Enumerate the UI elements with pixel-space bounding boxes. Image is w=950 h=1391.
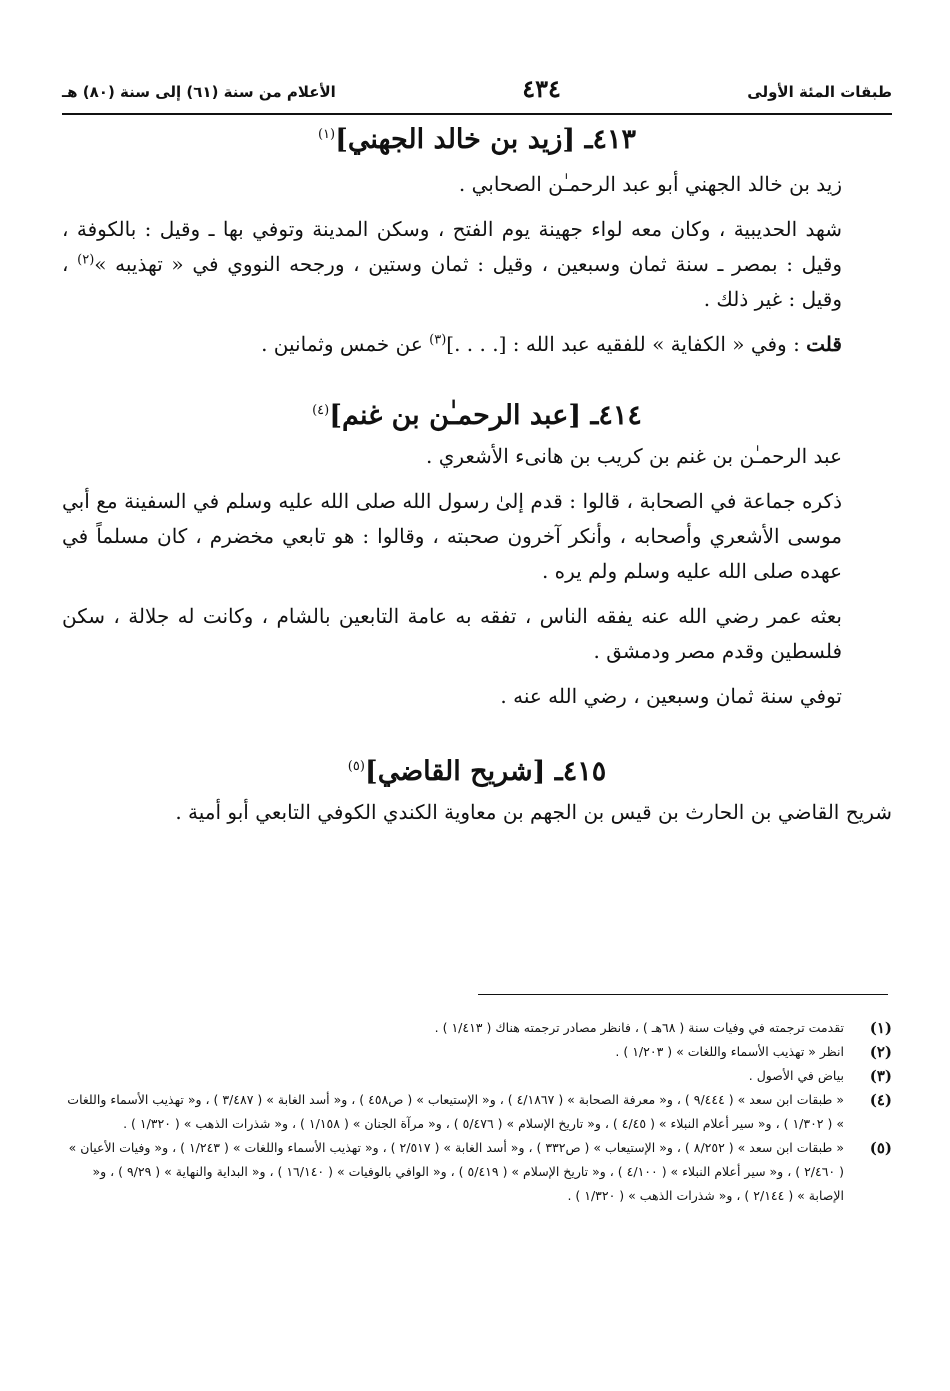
footnote-text: تقدمت ترجمته في وفيات سنة ( ٦٨هـ ) ، فانظر مصادر ترجمته هناك ( ١/٤١٣ ) . <box>434 1020 844 1035</box>
page-body <box>62 124 892 830</box>
entry-413-paragraph-2: شهد الحديبية ، وكان معه لواء جهينة يوم الفتح ، وسكن المدينة وتوفي بها ـ وقيل : بالكوفة ، وقيل : بمصر ـ سنة ثمان وسبعين ، وقيل : ثمان وستين ، ورجحه النووي في « تهذيبه »$^{(٢)}$ ، وقيل : غير ذلك . <box>62 217 842 311</box>
footnote-1 <box>62 1016 892 1040</box>
entry-415-paragraph-1: شريح القاضي بن الحارث بن قيس بن الجهم بن معاوية الكندي الكوفي التابعي أبو أمية . <box>175 800 892 824</box>
footnote-text: « طبقات ابن سعد » ( ٩/٤٤٤ ) ، و« معرفة الصحابة » ( ٤/١٨٦٧ ) ، و« الإستيعاب » ( ص٤٥٨ ) ، و« أسد الغابة » ( ٣/٤٨٧ ) ، و« تهذيب الأسماء واللغات » ( ١/٣٠٢ ) ، و« سير أعلام النبلاء » ( ٤/٤٥ ) ، و« تاريخ الإسلام » ( ٥/٤٧٦ ) ، و« مرآة الجنان » ( ١/١٥٨ ) ، و« شذرات الذهب » ( ١/٣٢٠ ) . <box>67 1092 844 1131</box>
footnote-ref-4[interactable]: (٤) <box>312 403 330 418</box>
footnote-text: « طبقات ابن سعد » ( ٨/٢٥٢ ) ، و« الإستيعاب » ( ص٣٣٢ ) ، و« أسد الغابة » ( ٢/٥١٧ ) ، و« تهذيب الأسماء واللغات » ( ١/٢٤٣ ) ، و« وفيات الأعيان » ( ٢/٤٦٠ ) ، و« سير أعلام النبلاء » ( ٤/١٠٠ ) ، و« تاريخ الإسلام » ( ٥/٤١٩ ) ، و« الوافي بالوفيات » ( ١٦/١٤٠ ) ، و« البداية والنهاية » ( ٩/٢٩ ) ، و« الإصابة » ( ٢/١٤٤ ) ، و« شذرات الذهب » ( ١/٣٢٠ ) . <box>68 1140 844 1203</box>
footnote-number: (٥) <box>869 1139 892 1157</box>
entry-414-paragraph-1: عبد الرحمـٰن بن غنم بن كريب بن هانىء الأشعري . <box>425 444 842 468</box>
footnote-rule <box>478 994 888 995</box>
qult-label: قلت <box>806 332 842 356</box>
footnote-text: بياض في الأصول . <box>748 1068 844 1083</box>
header-book-title: طبقات المئة الأولى <box>747 83 892 101</box>
footnote-ref-2[interactable]: (٢) <box>77 252 95 268</box>
footnote-number: (٢) <box>869 1043 892 1061</box>
header-section-title: الأعلام من سنة (٦١) إلى سنة (٨٠) هـ <box>62 83 336 101</box>
footnote-number: (٣) <box>869 1067 892 1085</box>
header-rule <box>62 113 892 115</box>
footnote-ref-5[interactable]: (٥) <box>347 759 365 774</box>
running-header <box>62 74 892 103</box>
entry-413-heading: ٤١٣ـ [زيد بن خالد الجهني]$^{(١)}$ <box>317 124 637 155</box>
footnote-ref-1[interactable]: (١) <box>317 127 336 142</box>
footnote-5 <box>62 1136 892 1208</box>
footnote-number: (١) <box>869 1019 892 1037</box>
entry-414-heading: ٤١٤ـ [عبد الرحمـٰن بن غنم]$^{(٤)}$ <box>312 400 642 431</box>
footnote-4 <box>62 1088 892 1136</box>
entry-415-heading: ٤١٥ـ [شريح القاضي]$^{(٥)}$ <box>347 756 607 787</box>
footnote-ref-3[interactable]: (٣) <box>429 332 447 348</box>
footnotes <box>62 1016 892 1208</box>
footnote-text: انظر « تهذيب الأسماء واللغات » ( ١/٢٠٣ ) . <box>615 1044 844 1059</box>
entry-413-qult: قلت : وفي « الكفاية » للفقيه عبد الله : [. . . .]$^{(٣)}$ عن خمس وثمانين . <box>261 332 842 356</box>
footnote-3 <box>62 1064 892 1088</box>
entry-413-paragraph-1: زيد بن خالد الجهني أبو عبد الرحمـٰن الصحابي . <box>458 172 842 196</box>
entry-414-paragraph-4: توفي سنة ثمان وسبعين ، رضي الله عنه . <box>500 684 842 708</box>
page-number: ٤٣٤ <box>522 74 561 103</box>
footnote-number: (٤) <box>869 1091 892 1109</box>
entry-414-paragraph-2: ذكره جماعة في الصحابة ، قالوا : قدم إلىٰ رسول الله صلى الله عليه وسلم في السفينة مع أبي موسى الأشعري وأصحابه ، وأنكر آخرون صحبته ، وقالوا : هو تابعي مخضرم ، كان مسلماً في عهده صلى الله عليه وسلم ولم يره . <box>62 489 842 583</box>
entry-414-paragraph-3: بعثه عمر رضي الله عنه يفقه الناس ، تفقه به عامة التابعين بالشام ، وكانت له جلالة ، سكن فلسطين وقدم مصر ودمشق . <box>62 604 842 663</box>
footnote-2 <box>62 1040 892 1064</box>
